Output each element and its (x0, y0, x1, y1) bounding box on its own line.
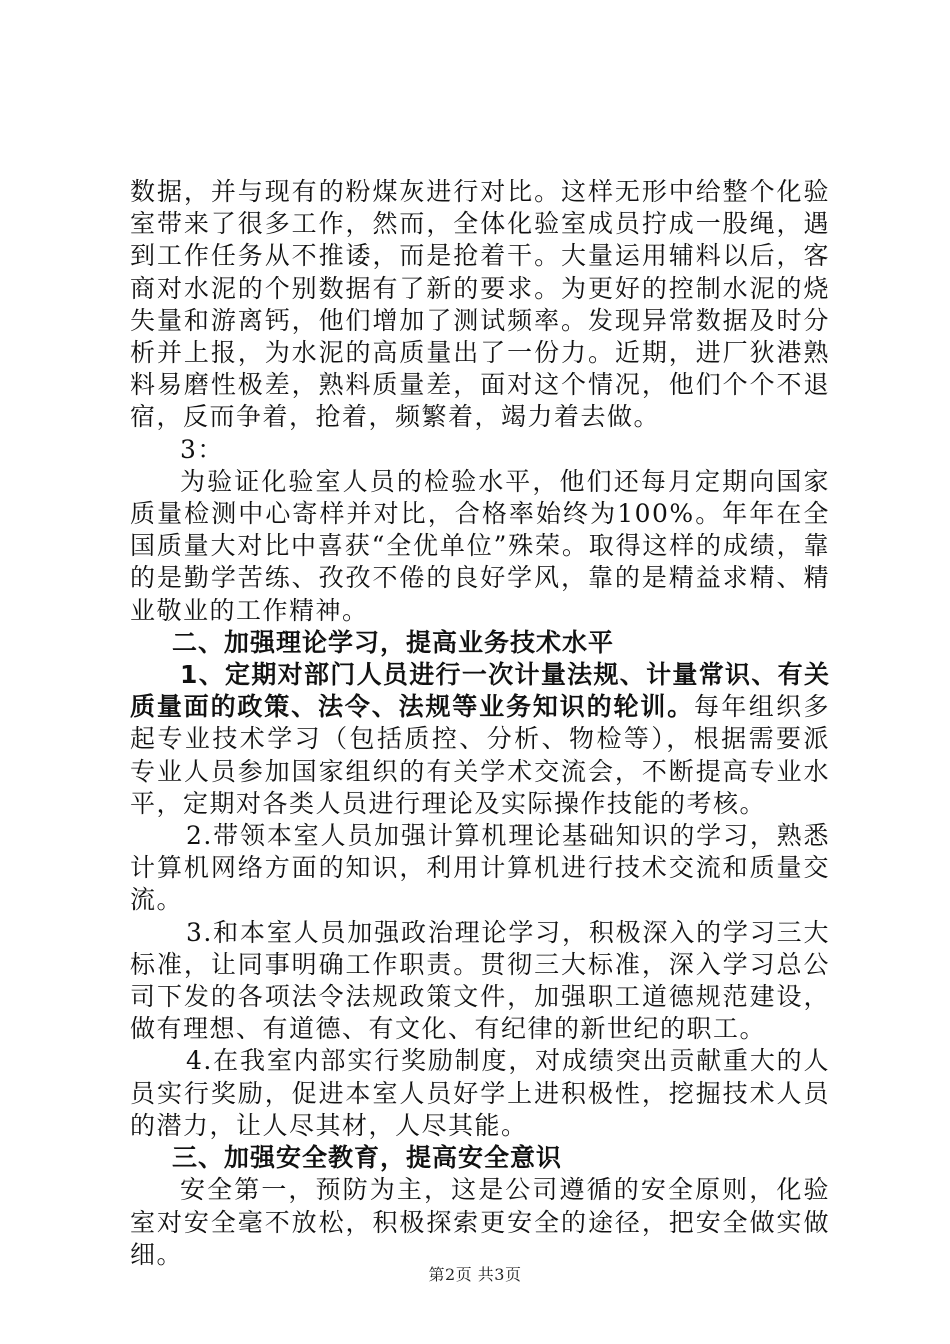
page-footer: 第2页 共3页 (428, 1265, 522, 1284)
item-1-body: 每年组织多起专业技术学习（包括质控、分析、物检等），根据需要派专业人员参加国家组织的有关学术交流会，不断提高专业水平，定期对各类人员进行理论及实际操作技能的考核。 (130, 692, 830, 818)
paragraph-safety: 安全第一，预防为主，这是公司遵循的安全原则，化验室对安全毫不放松，积极探索更安全的途径，把安全做实做细。 (130, 1175, 830, 1269)
paragraph-continued: 数据，并与现有的粉煤灰进行对比。这样无形中给整个化验室带来了很多工作，然而，全体化验室成员拧成一股绳，遇到工作任务从不推诿，而是抢着干。大量运用辅料以后，客商对水泥的个别数据有了新的要求。为更好的控制水泥的烧失量和游离钙，他们增加了测试频率。发现异常数据及时分析并上报，为水泥的高质量出了一份力。近期，进厂狄港熟料易磨性极差，熟料质量差，面对这个情况，他们个个不退宿，反而争着，抢着，频繁着，竭力着去做。 (130, 177, 830, 432)
section-heading-2: 二、加强理论学习，提高业务技术水平 (172, 627, 615, 657)
paragraph-item-2: 2.带领本室人员加强计算机理论基础知识的学习，熟悉计算机网络方面的知识，利用计算机进行技术交流和质量交流。 (130, 821, 830, 915)
paragraph-item-3: 3.和本室人员加强政治理论学习，积极深入的学习三大标准，让同事明确工作职责。贯彻三大标准，深入学习总公司下发的各项法令法规政策文件，加强职工道德规范建设，做有理想、有道德、有文化、有纪律的新世纪的职工。 (130, 917, 830, 1044)
paragraph-section-3-label: 3： (180, 434, 224, 464)
section-heading-3: 三、加强安全教育，提高安全意识 (172, 1143, 563, 1173)
paragraph-quality-check: 为验证化验室人员的检验水平，他们还每月定期向国家质量检测中心寄样并对比，合格率始终为100%。年年在全国质量大对比中喜获“全优单位”殊荣。取得这样的成绩，靠的是勤学苦练、孜孜不倦的良好学风，靠的是精益求精、精业敬业的工作精神。 (130, 466, 830, 625)
document-body (130, 176, 830, 1271)
paragraph-item-4: 4.在我室内部实行奖励制度，对成绩突出贡献重大的人员实行奖励，促进本室人员好学上进积极性，挖掘技术人员的潜力，让人尽其材，人尽其能。 (130, 1046, 830, 1140)
item-1-lead: 1、定期对部门人员进行一次计量法规、计量常识、有关质量面的政策、法令、法规等业务知识的轮训。 (130, 660, 830, 722)
paragraph-item-1 (130, 659, 830, 820)
